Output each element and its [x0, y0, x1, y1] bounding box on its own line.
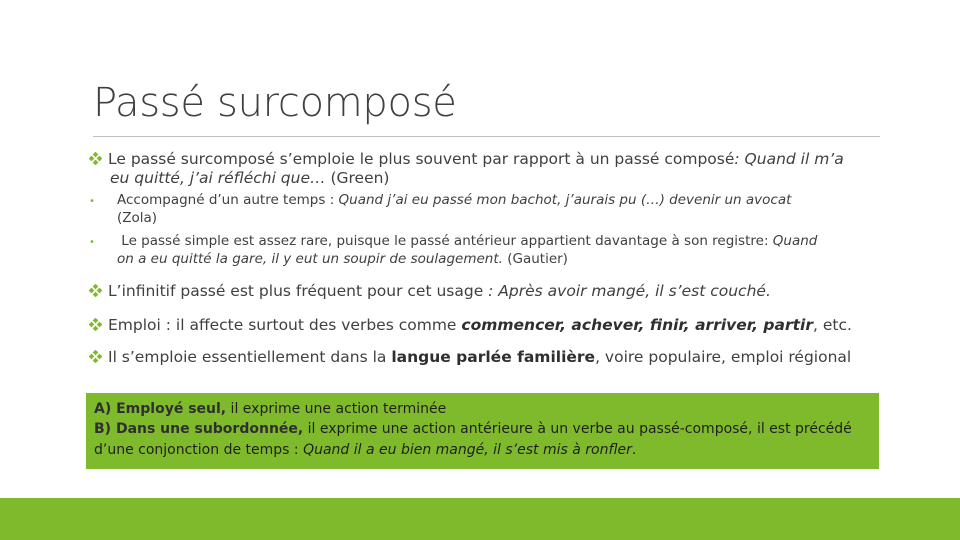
diamond-bullet-icon: [89, 284, 102, 297]
bullet1-text-b: : Quand il m’a: [734, 150, 844, 168]
sub2-text-b: Quand: [772, 233, 818, 249]
sub1-text-b: Quand j’ai eu passé mon bachot, j’aurais pu (…) devenir un avocat: [338, 192, 792, 208]
bullet-emploi-verbes: [89, 316, 889, 335]
bullet1-text-a: Le passé surcomposé s’emploie le plus souvent par rapport à un passé composé: [108, 150, 735, 168]
summary-b-text: il exprime une action antérieure à un verbe au passé-composé, il est précédé: [303, 421, 852, 437]
bullet2-text-b: : Après avoir mangé, il s’est couché.: [488, 282, 771, 300]
summary-a-text: il exprime une action terminée: [226, 401, 447, 417]
sub1-text-c: (Zola): [117, 210, 158, 226]
slide-title: Passé surcomposé: [93, 80, 457, 126]
summary-line-a: [94, 399, 446, 419]
sub2-text-c: on a eu quitté la gare, il y eut un soupir de soulagement.: [117, 251, 503, 267]
footer-accent-bar: [0, 498, 960, 540]
sub2-text-a: Le passé simple est assez rare, puisque le passé antérieur appartient davantage à son registre:: [117, 233, 773, 249]
bullet4-text-c: , voire populaire, emploi régional: [595, 348, 852, 366]
bullet1-text-c: eu quitté, j’ai réfléchi que…: [110, 169, 326, 187]
sub1-text-a: Accompagné d’un autre temps :: [117, 192, 339, 208]
summary-a-label: A) Employé seul,: [94, 401, 227, 417]
bullet3-text-b: commencer, achever, finir, arriver, partir: [461, 316, 813, 334]
bullet-infinitif-passe: [89, 282, 889, 301]
summary-c-end: .: [631, 442, 637, 458]
bullet3-text-c: , etc.: [812, 316, 852, 334]
sub2-text-d: (Gautier): [502, 251, 568, 267]
sub-bullet-gautier: [89, 233, 897, 267]
bullet-langue-parlee: [89, 348, 889, 367]
summary-box: [86, 393, 879, 469]
dot-icon: •: [89, 237, 95, 248]
summary-line-b: [94, 419, 852, 439]
bullet2-text-a: L’infinitif passé est plus fréquent pour cet usage: [108, 282, 489, 300]
diamond-bullet-icon: [89, 318, 102, 331]
bullet4-text-a: Il s’emploie essentiellement dans la: [108, 348, 392, 366]
title-divider: [93, 136, 880, 137]
summary-b-label: B) Dans une subordonnée,: [94, 421, 304, 437]
sub-bullet-zola: [89, 192, 887, 226]
summary-c-text: d’une conjonction de temps :: [94, 442, 304, 458]
summary-line-c: [94, 440, 636, 460]
diamond-bullet-icon: [89, 152, 102, 165]
diamond-bullet-icon: [89, 350, 102, 363]
bullet1-text-d: (Green): [325, 169, 390, 187]
bullet4-text-b: langue parlée familière: [391, 348, 596, 366]
bullet-passe-surcompose: [89, 150, 910, 188]
summary-c-example: Quand il a eu bien mangé, il s’est mis à ronfler: [303, 442, 632, 458]
dot-icon: •: [89, 196, 95, 207]
bullet3-text-a: Emploi : il affecte surtout des verbes comme: [108, 316, 462, 334]
